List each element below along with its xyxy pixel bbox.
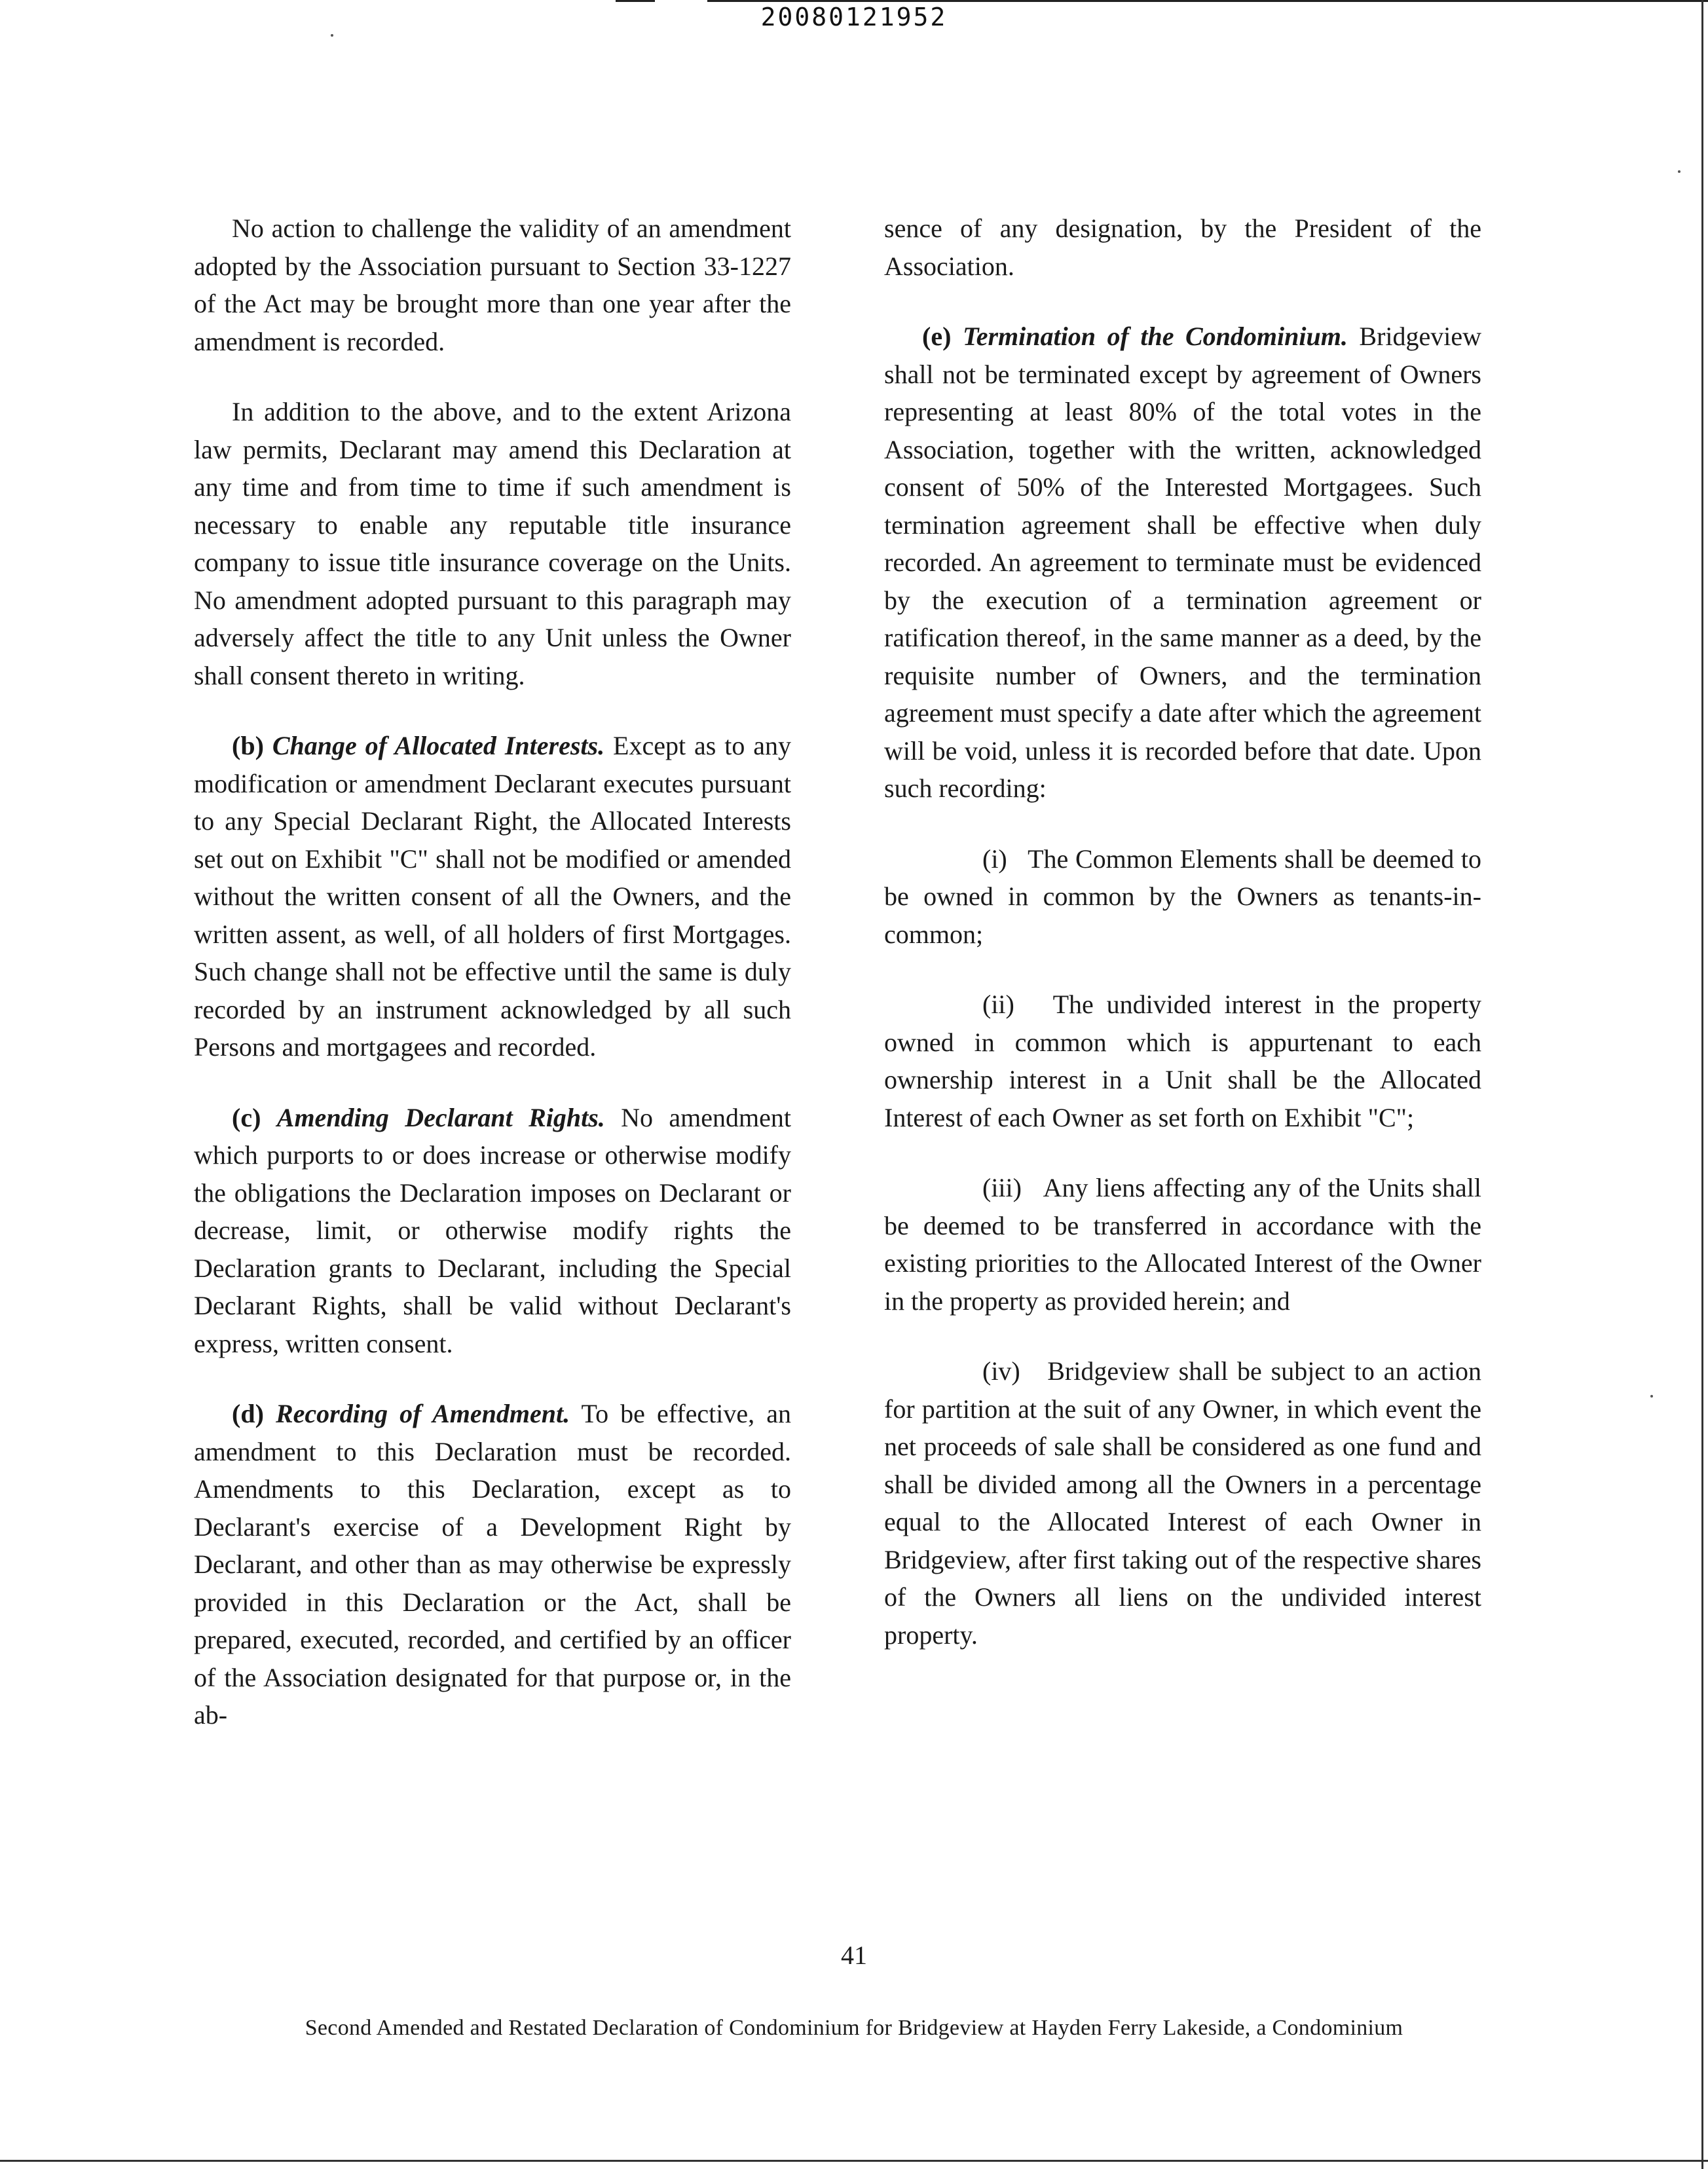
document-number: 20080121952 [760,3,948,31]
section-e-title: Termination of the Condominium. [962,322,1348,351]
section-b [194,727,791,1066]
section-b-letter: (b) [232,731,264,760]
list-item-text: The undivided interest in the property owned in common which is appurtenant to each ownership interest in a Unit shall be the Allocated Interest of each Owner as set forth on Exhibit "C"; [884,990,1482,1132]
list-item-text: The Common Elements shall be deemed to be owned in common by the Owners as tenants-in-common; [884,844,1482,949]
scan-edge [0,2160,1708,2162]
scan-speck [1678,170,1680,173]
section-c-text: No amendment which purports to or does increase or otherwise modify the obligations the Declaration imposes on Declarant or decrease, limit, or otherwise modify rights the Declaration grants to Declarant, including the Special Declarant Rights, shall be valid without Declarant's express, written consent. [194,1102,792,1358]
paragraph-challenge-limit: No action to challenge the validity of an amendment adopted by the Association pursuant to Section 33-1227 of the Act may be brought more than one year after the amendment is recorded. [194,213,791,356]
list-item-iii [884,1169,1481,1320]
list-item-text: Any liens affecting any of the Units shall be deemed to be transferred in accordance with the existing priorities to the Allocated Interest of the Owner in the property as provided herein; and [884,1173,1481,1316]
paragraph-continuation: sence of any designation, by the President of the Association. [884,213,1481,281]
list-item-ii [884,986,1481,1136]
section-d-letter: (d) [232,1399,264,1428]
left-column [194,210,791,1767]
scan-edge [616,0,655,2]
section-d [194,1395,791,1734]
section-d-text: To be effective, an amendment to this Declaration must be recorded. Amendments to this Declaration, except as to Declarant's exercise of a Development Right by Declarant, and other than as may otherwise be expressly provided in this Declaration or the Act, shall be prepared, executed, recorded, and certified by an officer of the Association designated for that purpose or, in the ab- [194,1399,791,1730]
page-number: 41 [841,1940,867,1970]
section-d-title: Recording of Amendment. [275,1399,570,1428]
list-item-number: (ii) [982,990,1014,1019]
scan-edge [1701,0,1703,2169]
list-item-text: Bridgeview shall be subject to an action for partition at the suit of any Owner, in which event the net proceeds of sale shall be considered as one fund and shall be divided among all the Owners in a percentage equal to the Allocated Interest of each Owner in Bridgeview, after first taking out of the respective shares of the Owners all liens on the undivided interest property. [884,1356,1481,1650]
list-item-i [884,840,1481,954]
section-c-letter: (c) [232,1102,261,1132]
scan-edge [707,0,1708,2]
section-e-letter: (e) [922,322,952,351]
scan-speck [1650,1395,1653,1398]
list-item-number: (i) [982,844,1007,874]
section-b-text: Except as to any modification or amendment Declarant executes pursuant to any Special Declarant Right, the Allocated Interests set out on Exhibit "C" shall not be modified or amended without the written consent of all the Owners, and the written assent, as well, of all holders of first Mortgages. Such change shall not be effective until the same is duly recorded by an instrument acknowledged by all such Persons and mortgagees and recorded. [194,731,791,1062]
section-e-text: Bridgeview shall not be terminated except by agreement of Owners representing at least 80% of the total votes in the Association, together with the written, acknowledged consent of 50% of the Interested Mortgagees. Such termination agreement shall be effective when duly recorded. An agreement to terminate must be evidenced by the execution of a termination agreement or ratification thereof, in the same manner as a deed, by the requisite number of Owners, and the termination agreement must specify a date after which the agreement will be void, unless it is recorded before that date. Upon such recording: [884,322,1482,803]
section-e [884,318,1481,807]
section-b-title: Change of Allocated Interests. [272,731,605,760]
list-item-iv [884,1352,1481,1654]
section-c-title: Amending Declarant Rights. [276,1102,605,1132]
scan-speck [331,34,333,37]
paragraph-title-insurance: In addition to the above, and to the extent Arizona law permits, Declarant may amend this Declaration at any time and from time to time if such amendment is necessary to enable any reputable title insurance company to issue title insurance coverage on the Units. No amendment adopted pursuant to this paragraph may adversely affect the title to any Unit unless the Owner shall consent thereto in writing. [194,397,791,690]
section-c [194,1099,791,1363]
right-column [884,210,1481,1686]
footer-document-title: Second Amended and Restated Declaration of Condominium for Bridgeview at Hayden Ferry Lakeside, a Condominium [305,2016,1403,2040]
list-item-number: (iv) [982,1356,1020,1386]
list-item-number: (iii) [982,1173,1022,1202]
